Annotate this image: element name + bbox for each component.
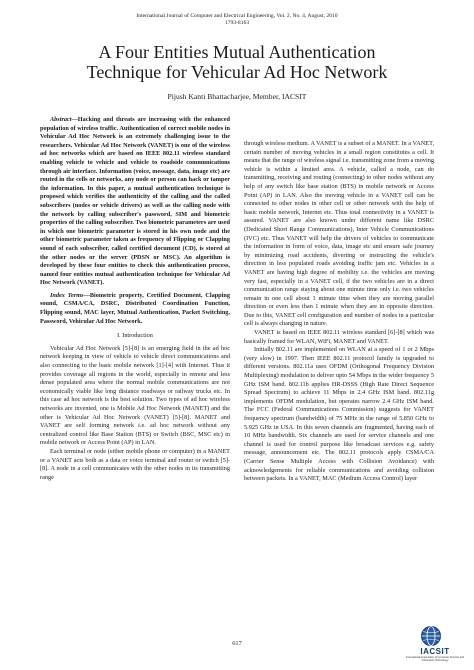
globe-icon	[420, 625, 442, 647]
abstract-label: Abstract	[50, 116, 72, 123]
journal-citation: International Journal of Computer and Electrical Engineering, Vol. 2, No. 4, August, 2010	[136, 13, 338, 19]
body-paragraph: Initially 802.11 are implemented on WLAN at a speed of 1 or 2 Mbps (very slow) in 1997. Then IEEE 802.11 protocol family is upgraded to different versions. 802.11a uses OFDM (Orthogonal Frequency Division Multiplexing) modulation to deliver upto 54 Mbps in the wider frequency 5 GHz ISM band. 802.11b applies HR-DSSS (High Rate Direct Sequence Spread Spectrum) to achieve 11 Mbps in 2.4 GHz ISM band. 802.11g implements OFDM modulation, but operates narrow 2.4 GHz ISM band. The FCC (Federal Communications Commission) suggests for VANET frequency spectrum (bandwidth) of 75 MHz in the range of 5.850 GHz to 5.925 GHz in USA. In this seven channels are fragmented, having each of 10 MHz bandwidth. Six channels are used for service channels and one channel is used for control purpose like broadcast services e.g. safety message, announcement etc. The 802.11 protocols apply CSMA/CA (Carrier Sense Multiple Access with Collision Avoidance) with acknowledgements for reliable communications and avoiding collision between packets. In a VANET, MAC (Medium Access Control) layer	[244, 346, 434, 483]
abstract	[40, 116, 230, 288]
journal-issn: 1793-8163	[224, 20, 250, 26]
logo-tagline: International Association of Computer Science and Information Technology	[405, 656, 465, 662]
body-paragraph: Vehicular Ad Hoc Network [5]-[8] is an emerging field in the ad hoc network keeping in view of vehicle to vehicle direct communications and also connecting to the basic mobile network [1]-[4] with Internet. Thus it provides coverage all regions in the world, especially in remote and less dense populated area where the normal mobile communications are not economically viable like long distance roadways or railway trucks etc. In this case ad hoc network is the best solution. Two types of ad hoc wireless networks are invented, one is Mobile Ad Hoc Network (MANET) and the other is Vehicular Ad Hoc Network (VANET) [5]-[8]. MANET and VANET are self forming network i.e. ad hoc network without any centralized control like Base Station (BTS) or Switch (BSC, MSC etc) in mobile network or Access Point (AP) in LAN.	[40, 344, 230, 447]
author-line: Pijush Kanti Bhattacharjee, Member, IACSIT	[167, 92, 307, 101]
body-paragraph: through wireless medium. A VANET is a subset of a MANET. In a VANET, certain number of moving vehicles in a small region constitutes a cell. It means that the range of wireless signal i.e. transmitting zone from a moving vehicle is within a limited area. A vehicle, called a node, can do transmitting, receiving and routing (connecting) to other nodes without any help of any switch like base station (BTS) in mobile network or Access Point (AP) in LAN. Also the moving vehicle in a VANET cell can be connected to other nodes in other cell or other network with the help of basic mobile network, Internet etc. Thus total connectivity in a VANET is assured. VANET are also known under different name like DSRC (Dedicated Short Range Communications), Inter Vehicle Communications (IVC) etc. Thus VANET will help the drivers of vehicles to communicate the information in form of voice, data, image etc and ensure safe journey by minimizing road accidents, diverting or instructing the vehicle's direction in less populated roads avoiding traffic jam etc. Vehicles in a VANET are having high degree of mobility i.e. the vehicles are moving very fast, especially in a VANET cell, if the two vehicles are in a direct communication range staying about one minute time only i.e. two vehicles remain in one cell about 1 minute time when they are moving parallel direction or even less than 1 minute when they are in opposite direction. Due to this, VANET cell configuration and number of nodes in a particular cell is always changing in nature.	[244, 140, 434, 328]
logo-wordmark: IACSIT	[420, 647, 450, 656]
right-column	[244, 140, 434, 484]
abstract-text: —Hacking and threats are increasing with the enhanced population of wireless traffic. Authentication of correct mobile nodes in Vehicular Ad Hoc Network is an extremely challenging issue to the researchers. Vehicular Ad Hoc Network (VANET) is one of the wireless ad hoc networks which are based on IEEE 802.11 wireless standard enabling vehicle to vehicle and vehicle to roadside communications through air interface. Information (voice, message, data, image etc) are routed in the cells or networks, any node or person can hack or tamper the information. In this paper, a mutual authentication technique is proposed which verifies the authenticity of the calling and the called subscribers (nodes or vehicle drivers) as well as the calling node with the network by calling subscriber's password, SIM and biometric properties of the calling subscriber. Two biometric parameters are used in which one biometric parameter is stored in his own node and the other biometric parameter taken as frequency of Flipping or Clapping sound of each subscriber, called certified document (CD), is stored at the other nodes or the server (PDSN or MSC). An algorithm is developed by these four entities to check this authentication process, named four entities mutual authentication technique for Vehicular Ad Hoc Network (VANET).	[40, 116, 230, 287]
index-terms	[40, 292, 230, 326]
section-heading-introduction: I. Introduction	[117, 332, 153, 340]
body-paragraph: Each terminal or node (either mobile phone or computer) in a MANET or a VANET acts both as a data or voice terminal and router or switch [5]-[8]. A node in a cell communicates with the other nodes in its transmitting range	[40, 447, 230, 481]
index-terms-label: Index Terms	[50, 291, 84, 299]
page-number: 617	[232, 640, 242, 647]
paper-title-line-1: A Four Entities Mutual Authentication	[98, 42, 376, 62]
left-column	[40, 116, 230, 482]
journal-header	[0, 13, 474, 27]
paper-title-line-2: Technique for Vehicular Ad Hoc Network	[86, 62, 388, 82]
iacsit-logo	[400, 625, 470, 665]
index-terms-text: —Biometric property, Certified Document, Clapping sound, CSMA/CA, DSRC, Distributed Coordination Function, Flipping sound, MAC layer, Mutual Authentication, Packet Switching, Password, Vehicular Ad Hoc Network.	[40, 291, 230, 325]
paper-title	[0, 42, 474, 82]
body-paragraph: VANET is based on IEEE 802.11 wireless standard [6]-[8] which was basically framed for WLAN, WiFi, MANET and VANET.	[244, 329, 434, 345]
